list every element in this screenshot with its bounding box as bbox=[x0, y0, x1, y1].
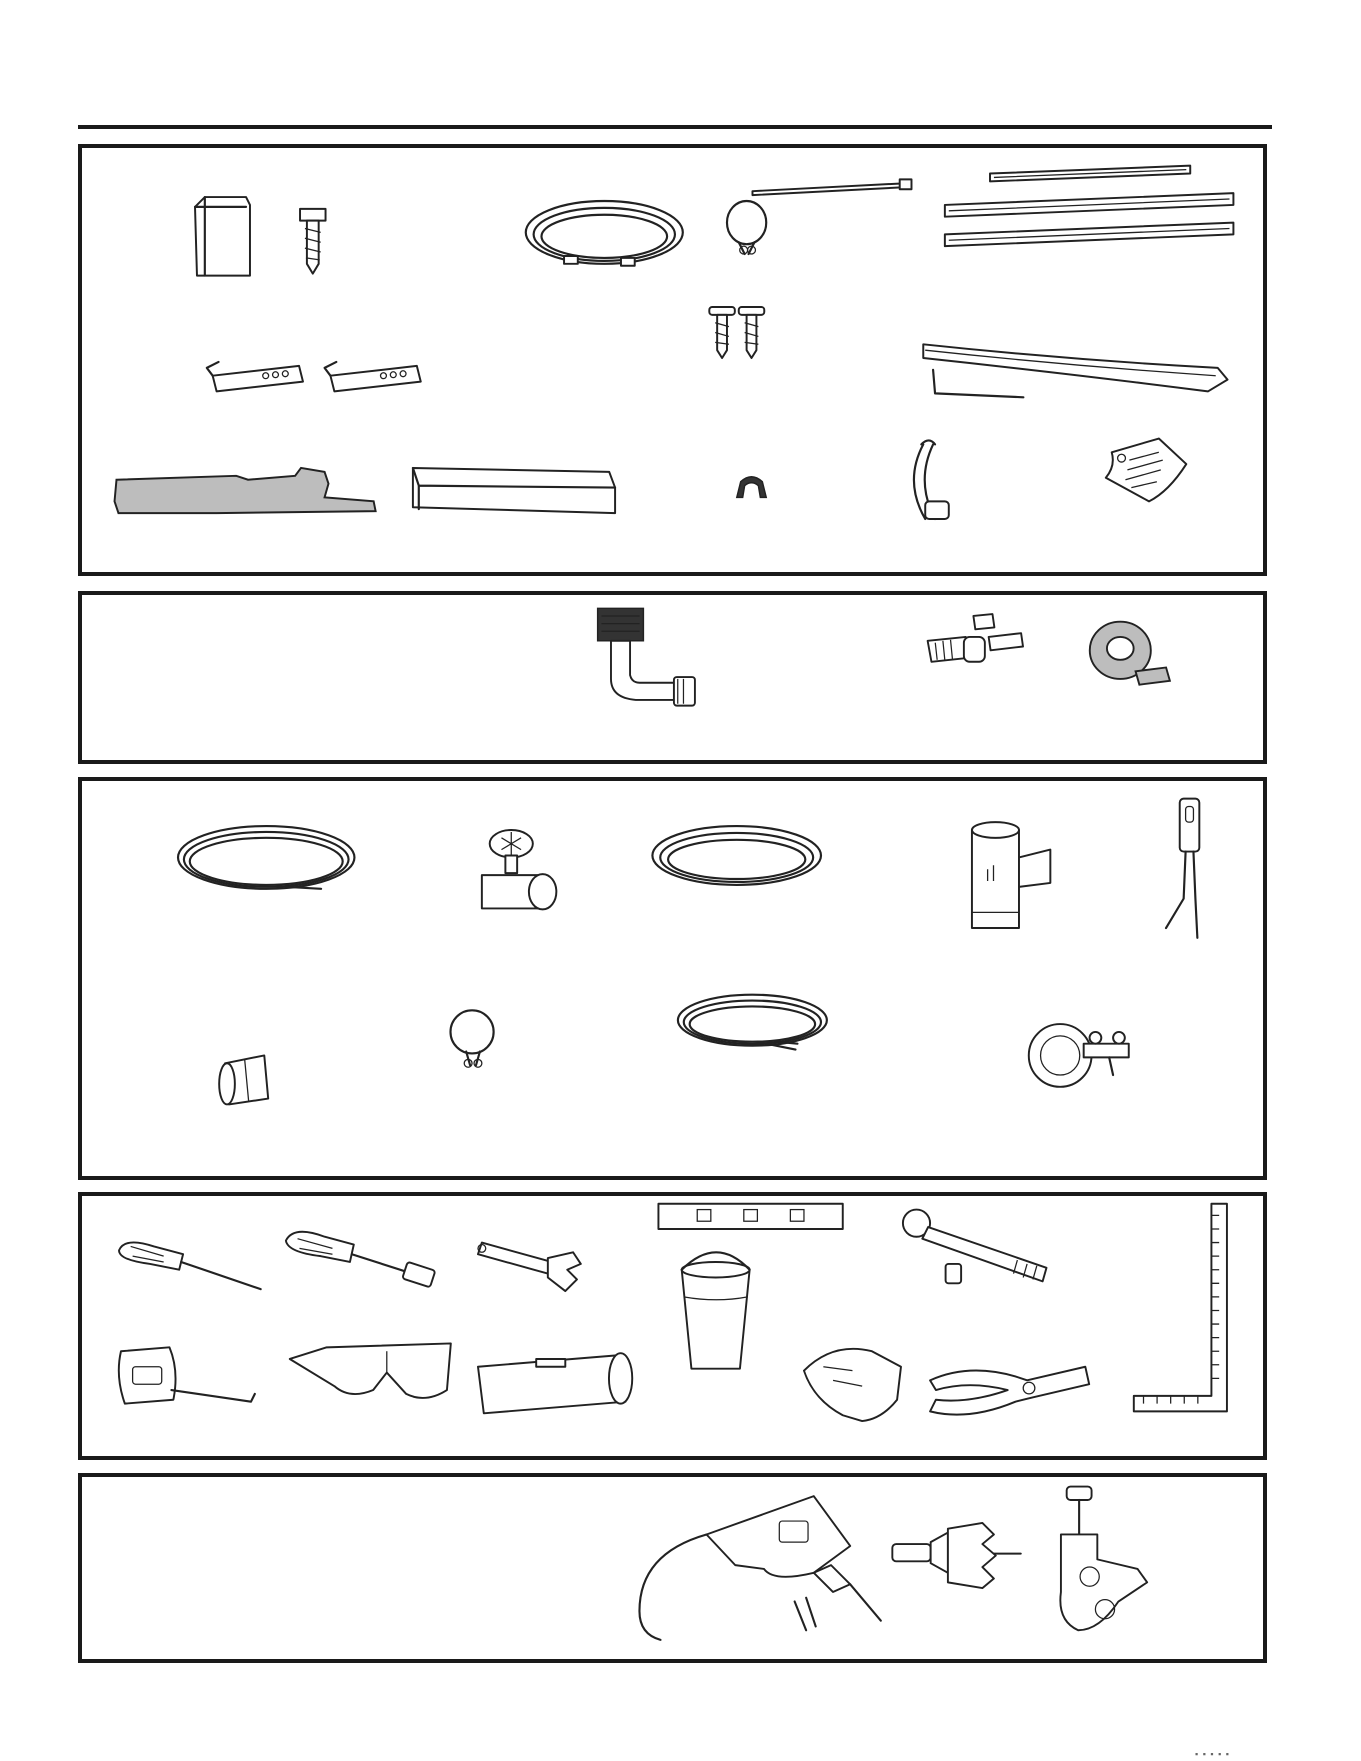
panel-tools-may-need bbox=[78, 1473, 1267, 1663]
parts-may-need-illustrations bbox=[82, 595, 1263, 760]
cable-tie-icon bbox=[752, 179, 911, 195]
ratchet-wrench-icon bbox=[903, 1210, 1047, 1282]
pipe-wrench-tool-icon bbox=[1166, 799, 1199, 938]
wood-spacer-icon bbox=[413, 468, 615, 513]
top-rule bbox=[78, 125, 1272, 129]
work-gloves-icon bbox=[804, 1349, 901, 1421]
safety-glasses-icon bbox=[290, 1343, 451, 1397]
caulking-tube-icon bbox=[478, 1353, 632, 1413]
junction-box-connector-icon bbox=[1029, 1024, 1129, 1087]
hose-clamp-icon bbox=[727, 201, 766, 254]
filler-plate-icon bbox=[115, 468, 376, 513]
power-cord-coil-icon bbox=[678, 995, 827, 1050]
nut-driver-icon bbox=[286, 1232, 435, 1288]
pliers-icon bbox=[930, 1367, 1089, 1415]
duct-tape-icon bbox=[1090, 622, 1170, 685]
elbow-fitting-icon bbox=[598, 608, 695, 705]
socket-icon bbox=[946, 1264, 962, 1283]
braided-hose-icon bbox=[652, 826, 821, 885]
coiled-hose-icon bbox=[526, 201, 683, 266]
trim-strips-icon bbox=[945, 166, 1234, 246]
literature-sheet-icon bbox=[1106, 439, 1186, 502]
hex-key-icon bbox=[933, 370, 1023, 397]
tools-needed-illustrations bbox=[82, 1196, 1263, 1456]
wire-nuts-icon bbox=[928, 614, 1023, 662]
anti-tip-brackets-icon bbox=[207, 362, 421, 391]
power-drill-icon bbox=[639, 1496, 880, 1640]
shutoff-valve-icon bbox=[482, 830, 556, 909]
tools-may-need-illustrations bbox=[82, 1477, 1263, 1659]
mounting-bracket-icon bbox=[195, 197, 250, 276]
screws-pair-icon bbox=[709, 307, 764, 358]
level-icon bbox=[658, 1204, 842, 1229]
panel-parts-may-need bbox=[78, 591, 1267, 764]
door-handle-icon bbox=[923, 344, 1227, 391]
strap-icon bbox=[914, 440, 949, 519]
drain-tee-icon bbox=[972, 822, 1050, 928]
adjustable-wrench-icon bbox=[478, 1243, 581, 1292]
panel-tools-needed bbox=[78, 1192, 1267, 1460]
bucket-icon bbox=[682, 1252, 750, 1368]
footer-mark: ▪ ▪ ▪ ▪ ▪ bbox=[1195, 1749, 1230, 1759]
tape-measure-icon bbox=[119, 1347, 255, 1403]
framing-square-icon bbox=[1134, 1204, 1227, 1412]
small-clamp-icon bbox=[450, 1010, 493, 1067]
hex-screw-icon bbox=[300, 209, 326, 274]
panel-installation-materials bbox=[78, 777, 1267, 1180]
hole-saw-icon bbox=[892, 1523, 1020, 1588]
installation-materials-illustrations bbox=[82, 781, 1263, 1176]
panel-parts-supplied bbox=[78, 144, 1267, 576]
phillips-screwdriver-icon bbox=[119, 1242, 261, 1289]
parts-supplied-illustrations bbox=[82, 148, 1263, 572]
pipe-coupling-icon bbox=[219, 1055, 268, 1104]
grommet-clip-icon bbox=[737, 477, 766, 498]
tube-cutter-icon bbox=[1060, 1487, 1147, 1631]
copper-tubing-icon bbox=[178, 826, 354, 889]
